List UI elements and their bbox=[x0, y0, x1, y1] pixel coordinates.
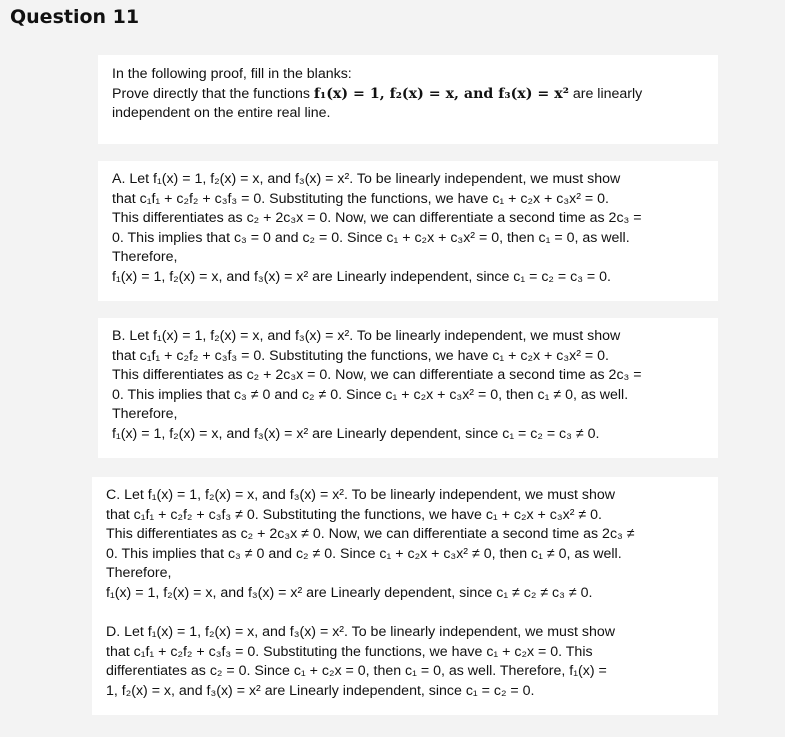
option-b[interactable] bbox=[98, 318, 718, 458]
option-b-line-3: This differentiates as c₂ + 2c₃x = 0. Now, we can differentiate a second time as 2c₃ = bbox=[112, 367, 642, 383]
option-c-line-5: Therefore, bbox=[106, 565, 172, 581]
option-d-line-2: that c₁f₁ + c₂f₂ + c₃f₃ = 0. Substituting the functions, we have c₁ + c₂x = 0. This bbox=[106, 643, 593, 660]
option-b-line-6: f₁(x) = 1, f₂(x) = x, and f₃(x) = x² are Linearly dependent, since c₁ = c₂ = c₃ ≠ 0. bbox=[112, 425, 600, 442]
prove-text bbox=[112, 85, 718, 105]
option-d[interactable] bbox=[92, 617, 718, 715]
prove-suffix: are linearly bbox=[568, 85, 643, 102]
option-a-line-6: f₁(x) = 1, f₂(x) = x, and f₃(x) = x² are Linearly independent, since c₁ = c₂ = c₃ = 0. bbox=[112, 268, 611, 285]
option-c-line-2: that c₁f₁ + c₂f₂ + c₃f₃ ≠ 0. Substituting the functions, we have c₁ + c₂x + c₃x² ≠ 0. bbox=[106, 506, 602, 523]
option-b-line-1: B. Let f₁(x) = 1, f₂(x) = x, and f₃(x) = x². To be linearly independent, we must show bbox=[112, 328, 621, 344]
option-c-line-6: f₁(x) = 1, f₂(x) = x, and f₃(x) = x² are Linearly dependent, since c₁ ≠ c₂ ≠ c₃ ≠ 0. bbox=[106, 584, 593, 601]
option-b-line-5: Therefore, bbox=[112, 406, 178, 422]
option-a-line-4: 0. This implies that c₃ = 0 and c₂ = 0. Since c₁ + c₂x + c₃x² = 0, then c₁ = 0, as well. bbox=[112, 229, 630, 246]
page-title: Question 11 bbox=[10, 6, 140, 28]
question-card bbox=[98, 55, 718, 144]
option-c-line-4: 0. This implies that c₃ ≠ 0 and c₂ ≠ 0. Since c₁ + c₂x + c₃x² ≠ 0, then c₁ ≠ 0, as well. bbox=[106, 545, 622, 562]
option-b-line-2: that c₁f₁ + c₂f₂ + c₃f₃ = 0. Substituting the functions, we have c₁ + c₂x + c₃x² = 0. bbox=[112, 347, 609, 364]
prove-line-2: independent on the entire real line. bbox=[112, 105, 331, 121]
option-d-line-4: 1, f₂(x) = x, and f₃(x) = x² are Linearly independent, since c₁ = c₂ = 0. bbox=[106, 682, 535, 699]
option-c[interactable] bbox=[92, 477, 718, 617]
option-a[interactable] bbox=[98, 161, 718, 301]
prove-prefix: Prove directly that the functions bbox=[112, 85, 314, 102]
option-d-line-1: D. Let f₁(x) = 1, f₂(x) = x, and f₃(x) = x². To be linearly independent, we must show bbox=[106, 624, 616, 640]
option-c-line-1: C. Let f₁(x) = 1, f₂(x) = x, and f₃(x) = x². To be linearly independent, we must show bbox=[106, 487, 616, 503]
instruction-text: In the following proof, fill in the blanks: bbox=[112, 66, 352, 82]
option-a-line-5: Therefore, bbox=[112, 249, 178, 265]
option-c-line-3: This differentiates as c₂ + 2c₃x ≠ 0. Now, we can differentiate a second time as 2c₃ ≠ bbox=[106, 526, 635, 542]
option-b-line-4: 0. This implies that c₃ ≠ 0 and c₂ ≠ 0. Since c₁ + c₂x + c₃x² = 0, then c₁ ≠ 0, as well. bbox=[112, 386, 629, 403]
option-a-line-3: This differentiates as c₂ + 2c₃x = 0. Now, we can differentiate a second time as 2c₃ = bbox=[112, 210, 642, 226]
functions-math: f₁(x) = 1, f₂(x) = x, and f₃(x) = x² bbox=[313, 85, 569, 102]
option-a-line-1: A. Let f₁(x) = 1, f₂(x) = x, and f₃(x) = x². To be linearly independent, we must show bbox=[112, 171, 621, 187]
option-a-line-2: that c₁f₁ + c₂f₂ + c₃f₃ = 0. Substituting the functions, we have c₁ + c₂x + c₃x² = 0. bbox=[112, 190, 609, 207]
option-d-line-3: differentiates as c₂ = 0. Since c₁ + c₂x = 0, then c₁ = 0, as well. Therefore, f₁(x) = bbox=[106, 663, 607, 679]
